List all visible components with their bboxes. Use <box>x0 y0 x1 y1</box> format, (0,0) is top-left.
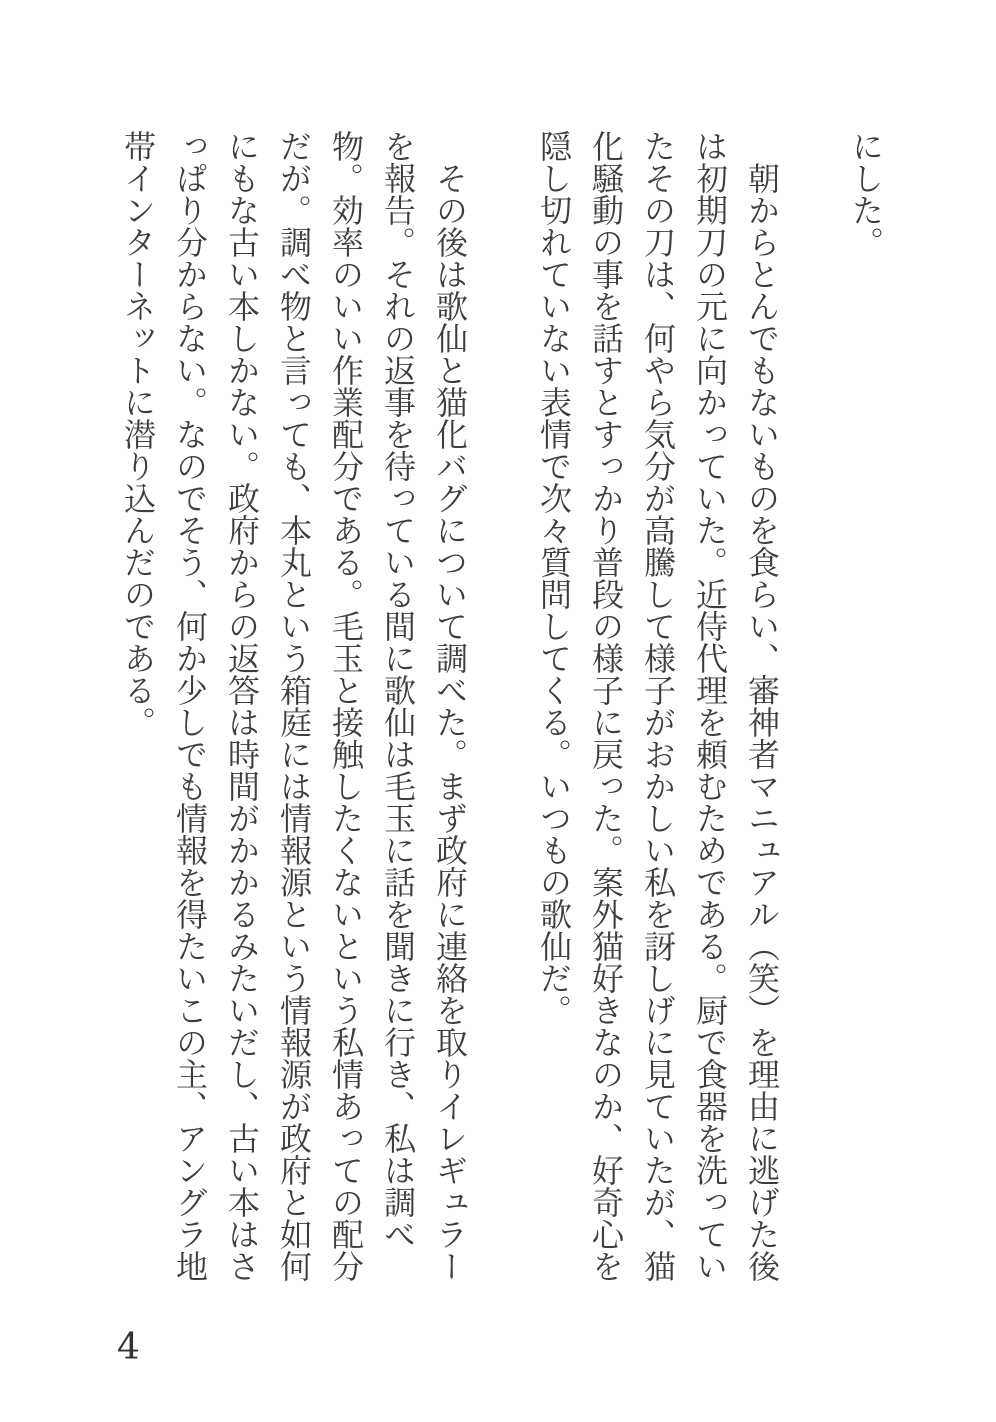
vertical-text-block <box>112 130 892 1290</box>
paragraph-morning-scene: 朝からとんでもないものを食らい、審神者マニュアル（笑）を理由に逃げた後は初期刀の元に向かっていた。近侍代理を頼むためである。厨で食器を洗っていたその刀は、何やら気分が高騰して様子がおかしい私を訝しげに見ていたが、猫化騒動の事を話すとすっかり普段の様子に戻った。案外猫好きなのか、好奇心を隠し切れていない表情で次々質問してくる。いつもの歌仙だ。 <box>535 130 781 1282</box>
paragraph-continuation: にした。 <box>847 130 885 258</box>
paragraph-research-scene: その後は歌仙と猫化バグについて調べた。まず政府に連絡を取りイレギュラーを報告。それの返事を待っている間に歌仙は毛玉に話を聞きに行き、私は調べ物。効率のいい作業配分である。毛玉と接触したくないという私情あっての配分だが。調べ物と言っても、本丸という箱庭には情報源という情報源が政府と如何にもな古い本しかない。政府からの返答は時間がかかるみたいだし、古い本はさっぱり分からない。なのでそう、何か少しでも情報を得たいこの主、アングラ地帯インターネットに潜り込んだのである。 <box>119 130 469 1282</box>
page-number: 4 <box>117 1327 140 1368</box>
